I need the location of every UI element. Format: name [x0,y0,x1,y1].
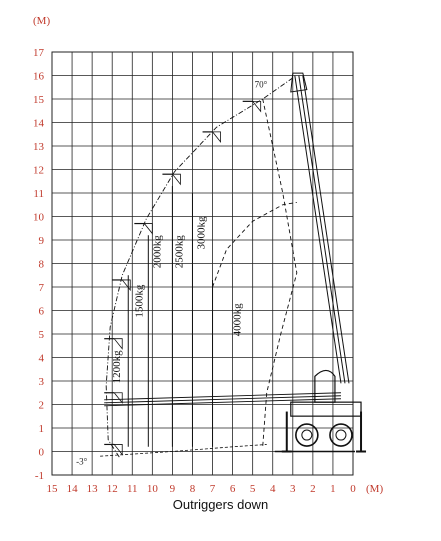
y-tick-label: 12 [33,164,44,177]
x-tick-label: 12 [106,483,118,495]
y-tick-label: 1 [38,423,44,435]
x-tick-label: 7 [209,483,216,495]
boom-line [303,76,349,384]
y-tick-label: 11 [33,188,44,200]
x-axis-labels [47,483,384,495]
y-tick-label: 10 [33,211,44,224]
x-tick-label: 13 [86,483,98,495]
hook-marker [172,174,180,184]
angle-min-label: -3° [76,456,88,467]
load-label: 1500kg [133,284,146,318]
x-tick-label: 0 [350,483,356,495]
x-tick-label: 8 [189,483,196,495]
load-curves [100,78,297,459]
wheel-hub [302,430,312,440]
y-tick-label: 9 [38,235,44,247]
wheel [296,424,318,446]
y-tick-label: 7 [38,282,44,294]
crane-drawing [104,73,366,451]
y-tick-label: 13 [33,141,44,153]
boom-line [299,76,345,384]
y-tick-label: 6 [38,305,44,318]
hook-marker [114,393,122,403]
hook-marker [213,132,221,142]
y-tick-label: 14 [33,117,44,130]
y-tick-label: 8 [38,258,44,271]
y-unit-label: (M) [33,15,51,27]
x-tick-label: 6 [229,483,236,495]
y-tick-label: 3 [38,376,44,388]
x-tick-label: 15 [46,483,58,495]
x-tick-label: 10 [146,483,158,495]
hook-marker [114,444,122,454]
y-tick-label: 5 [38,329,44,341]
y-tick-label: 15 [33,94,44,106]
x-unit-label: (M) [366,483,384,495]
y-tick-label: 2 [38,399,44,412]
x-tick-label: 11 [126,483,138,495]
y-tick-label: 16 [33,70,44,83]
boom-line [295,76,341,384]
load-label: 2500kg [173,235,186,269]
load-label: 4000kg [231,303,244,337]
x-tick-label: 3 [290,483,296,495]
load-label: 1200kg [111,350,124,384]
hook-marker [144,224,152,234]
load-labels [76,79,268,466]
cab [315,370,335,402]
chart-caption: Outriggers down [172,497,269,512]
angle-max-label: 70° [254,79,268,90]
x-tick-label: 2 [310,483,316,495]
x-tick-label: 9 [169,483,176,495]
x-tick-label: 14 [66,483,78,495]
load-label: 3000kg [195,216,208,250]
hook-marker [122,280,130,290]
load-label: 2000kg [151,235,164,269]
hook-marker [114,339,122,349]
x-tick-label: 1 [330,483,336,495]
y-tick-label: 17 [33,47,44,59]
y-tick-label: -1 [34,470,44,482]
wheel-hub [336,430,346,440]
y-tick-label: 0 [38,446,44,459]
y-tick-label: 4 [38,352,44,365]
x-tick-label: 4 [269,483,276,495]
curve-4000kg [213,202,297,287]
y-axis-labels [33,15,50,482]
x-tick-label: 5 [249,483,256,495]
low-boom-line [104,393,341,400]
lower-arc [100,444,267,456]
grid-lines [52,52,353,475]
